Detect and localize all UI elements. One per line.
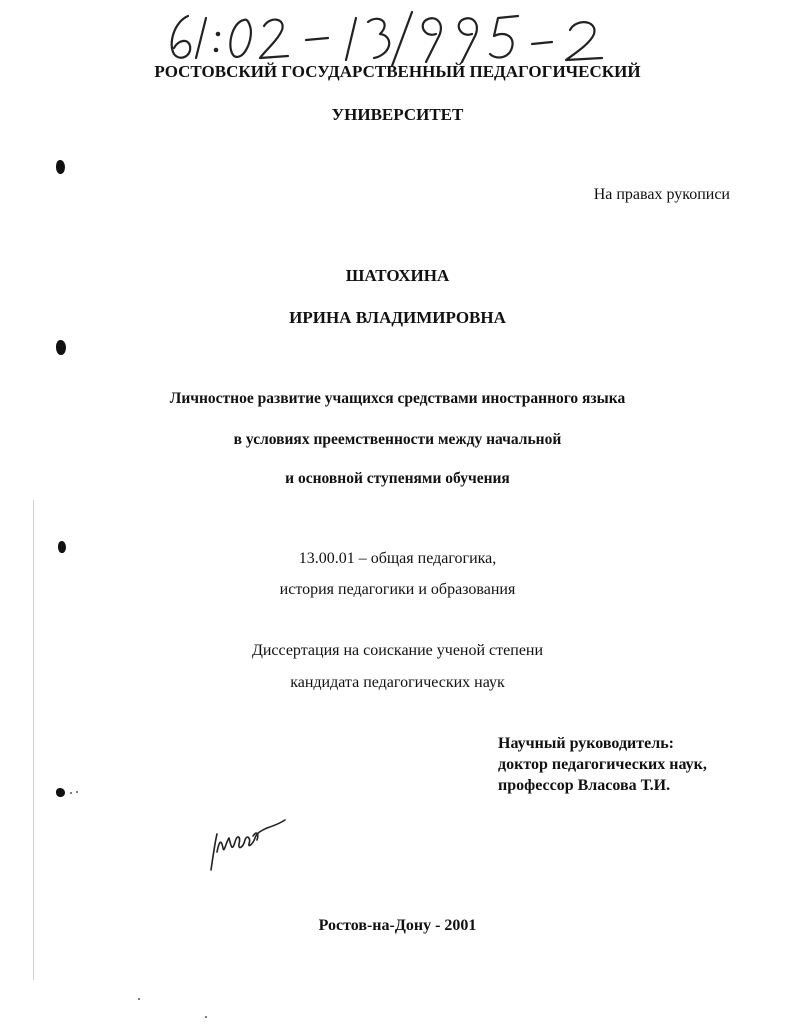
- punch-hole-mark: [58, 541, 66, 553]
- degree-line1: Диссертация на соискание ученой степени: [251, 642, 544, 659]
- specialty-code-line1: 13.00.01 – общая педагогика,: [298, 550, 497, 567]
- scan-speck: [138, 998, 140, 1000]
- degree-line2: кандидата педагогических наук: [290, 674, 505, 691]
- margin-rule: [33, 500, 34, 980]
- punch-hole-mark: [56, 788, 65, 797]
- dissertation-title-line1: Личностное развитие учащихся средствами иностранного языка: [169, 390, 626, 407]
- specialty-code-line2: история педагогики и образования: [279, 581, 516, 598]
- punch-hole-mark: [56, 160, 65, 174]
- university-name-line1: РОСТОВСКИЙ ГОСУДАРСТВЕННЫЙ ПЕДАГОГИЧЕСКИЙ: [154, 62, 641, 81]
- scan-speck: [76, 791, 78, 793]
- supervisor-name: профессор Власова Т.И.: [498, 777, 671, 794]
- scan-speck: [70, 792, 72, 794]
- manuscript-rights-label: На правах рукописи: [593, 186, 730, 203]
- dissertation-title-line2: в условиях преемственности между начальной: [233, 431, 562, 448]
- author-surname: ШАТОХИНА: [345, 266, 450, 285]
- punch-hole-mark: [56, 340, 66, 355]
- supervisor-label: Научный руководитель:: [498, 735, 674, 752]
- scan-speck: [205, 1016, 207, 1018]
- author-name: ИРИНА ВЛАДИМИРОВНА: [289, 308, 506, 327]
- university-name-line2: УНИВЕРСИТЕТ: [331, 105, 464, 124]
- handwritten-signature: [205, 812, 290, 874]
- city-and-year: Ростов-на-Дону - 2001: [318, 917, 477, 934]
- handwritten-archive-number: [160, 8, 630, 68]
- dissertation-title-line3: и основной ступенями обучения: [285, 470, 510, 487]
- supervisor-degree: доктор педагогических наук,: [498, 756, 707, 773]
